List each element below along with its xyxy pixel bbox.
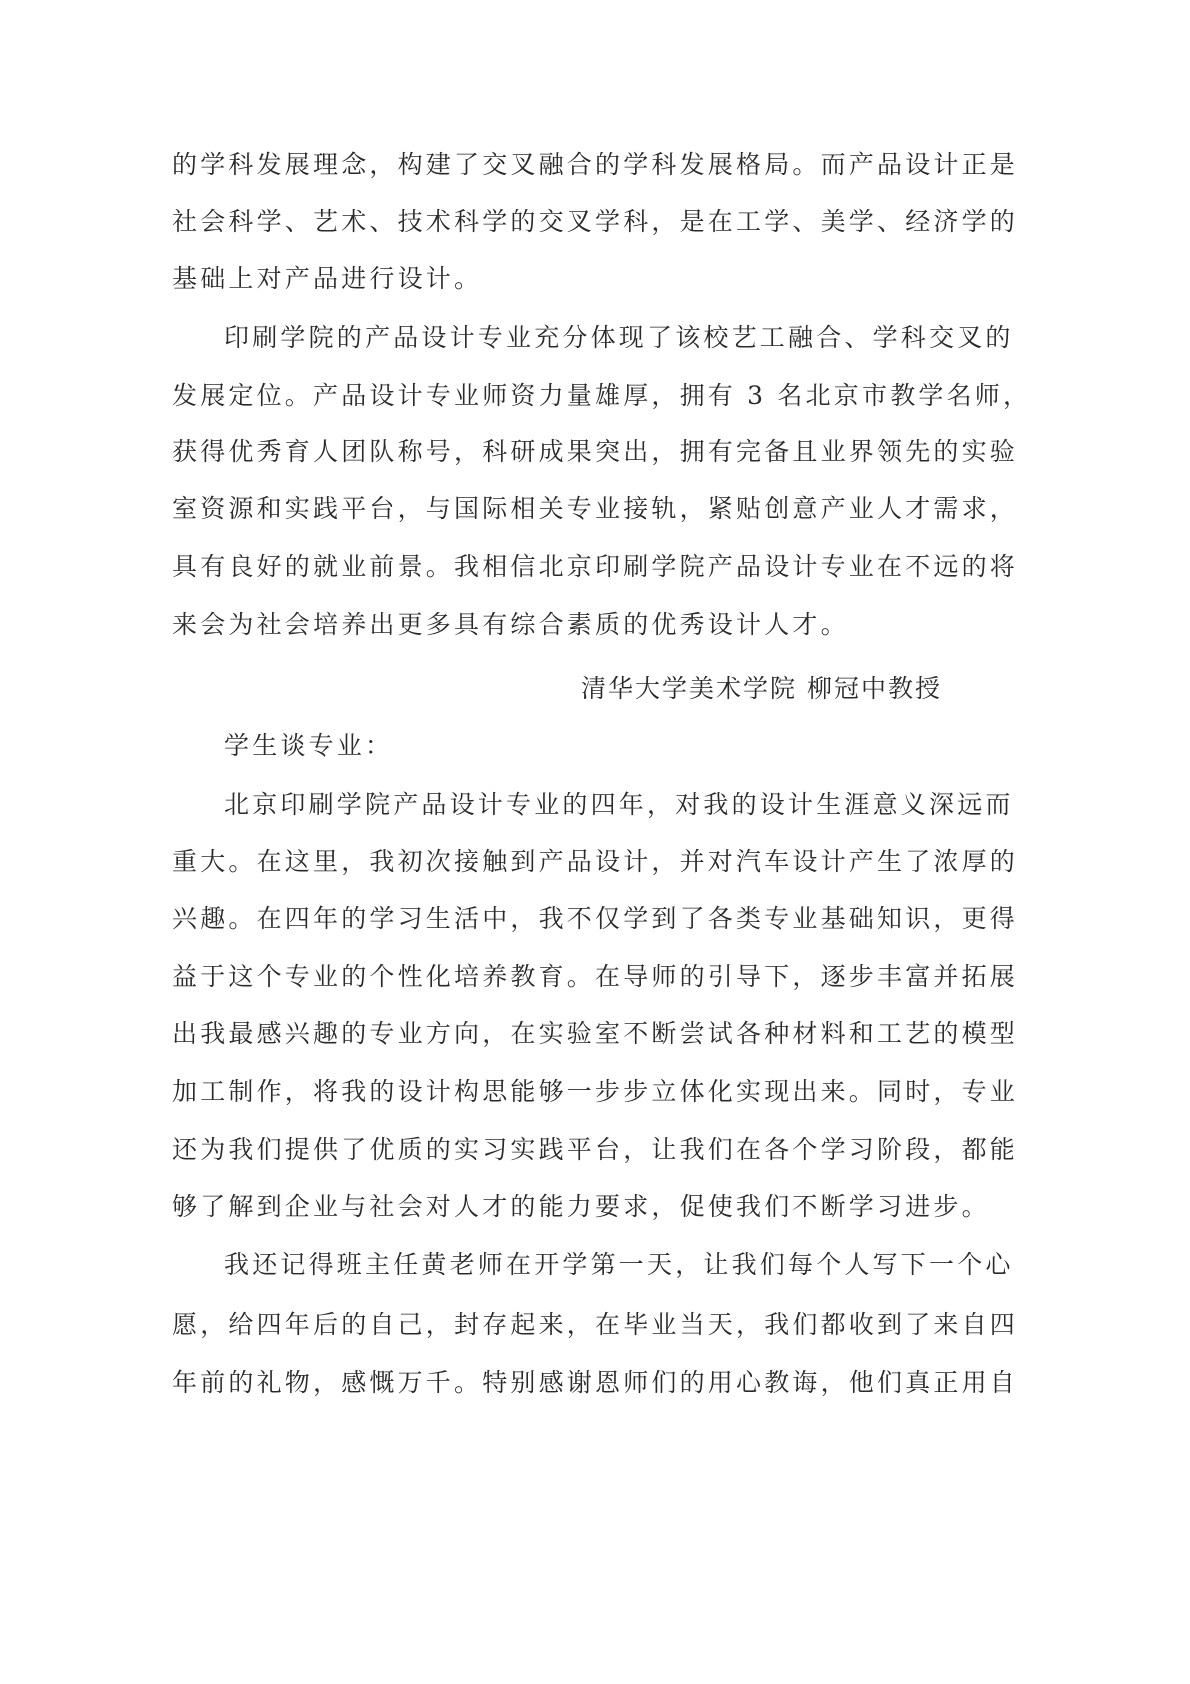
text-line: 获得优秀育人团队称号，科研成果突出，拥有完备且业界领先的实验: [172, 437, 1019, 466]
text-line: 够了解到企业与社会对人才的能力要求，促使我们不断学习进步。: [172, 1192, 990, 1221]
text-line: 年前的礼物，感慨万千。特别感谢恩师们的用心教诲，他们真正用自: [172, 1368, 1019, 1397]
text-line: 印刷学院的产品设计专业充分体现了该校艺工融合、学科交叉的: [224, 323, 1014, 352]
text-line: 发展定位。产品设计专业师资力量雄厚，拥有 3 名北京市教学名师，: [172, 381, 1032, 410]
text-line: 兴趣。在四年的学习生活中，我不仅学到了各类专业基础知识，更得: [172, 904, 1019, 933]
text-line: 基础上对产品进行设计。: [172, 264, 483, 293]
text-line: 加工制作，将我的设计构思能够一步步立体化实现出来。同时，专业: [172, 1077, 1019, 1106]
text-line: 重大。在这里，我初次接触到产品设计，并对汽车设计产生了浓厚的: [172, 847, 1019, 876]
text-line: 出我最感兴趣的专业方向，在实验室不断尝试各种材料和工艺的模型: [172, 1019, 1019, 1048]
text-line: 的学科发展理念，构建了交叉融合的学科发展格局。而产品设计正是: [172, 150, 1019, 179]
text-line: 室资源和实践平台，与国际相关专业接轨，紧贴创意产业人才需求，: [172, 494, 1019, 523]
section-heading: 学生谈专业：: [224, 731, 394, 760]
text-line: 愿，给四年后的自己，封存起来，在毕业当天，我们都收到了来自四: [172, 1310, 1019, 1339]
text-line: 我还记得班主任黄老师在开学第一天，让我们每个人写下一个心: [224, 1250, 1014, 1279]
text-line: 还为我们提供了优质的实习实践平台，让我们在各个学习阶段，都能: [172, 1135, 1019, 1164]
text-line: 北京印刷学院产品设计专业的四年，对我的设计生涯意义深远而: [224, 790, 1014, 819]
text-line: 来会为社会培养出更多具有综合素质的优秀设计人才。: [172, 610, 849, 639]
text-line: 社会科学、艺术、技术科学的交叉学科，是在工学、美学、经济学的: [172, 207, 1019, 236]
signature: 清华大学美术学院 柳冠中教授: [581, 674, 942, 703]
text-line: 益于这个专业的个性化培养教育。在导师的引导下，逐步丰富并拓展: [172, 962, 1019, 991]
text-line: 具有良好的就业前景。我相信北京印刷学院产品设计专业在不远的将: [172, 552, 1019, 581]
